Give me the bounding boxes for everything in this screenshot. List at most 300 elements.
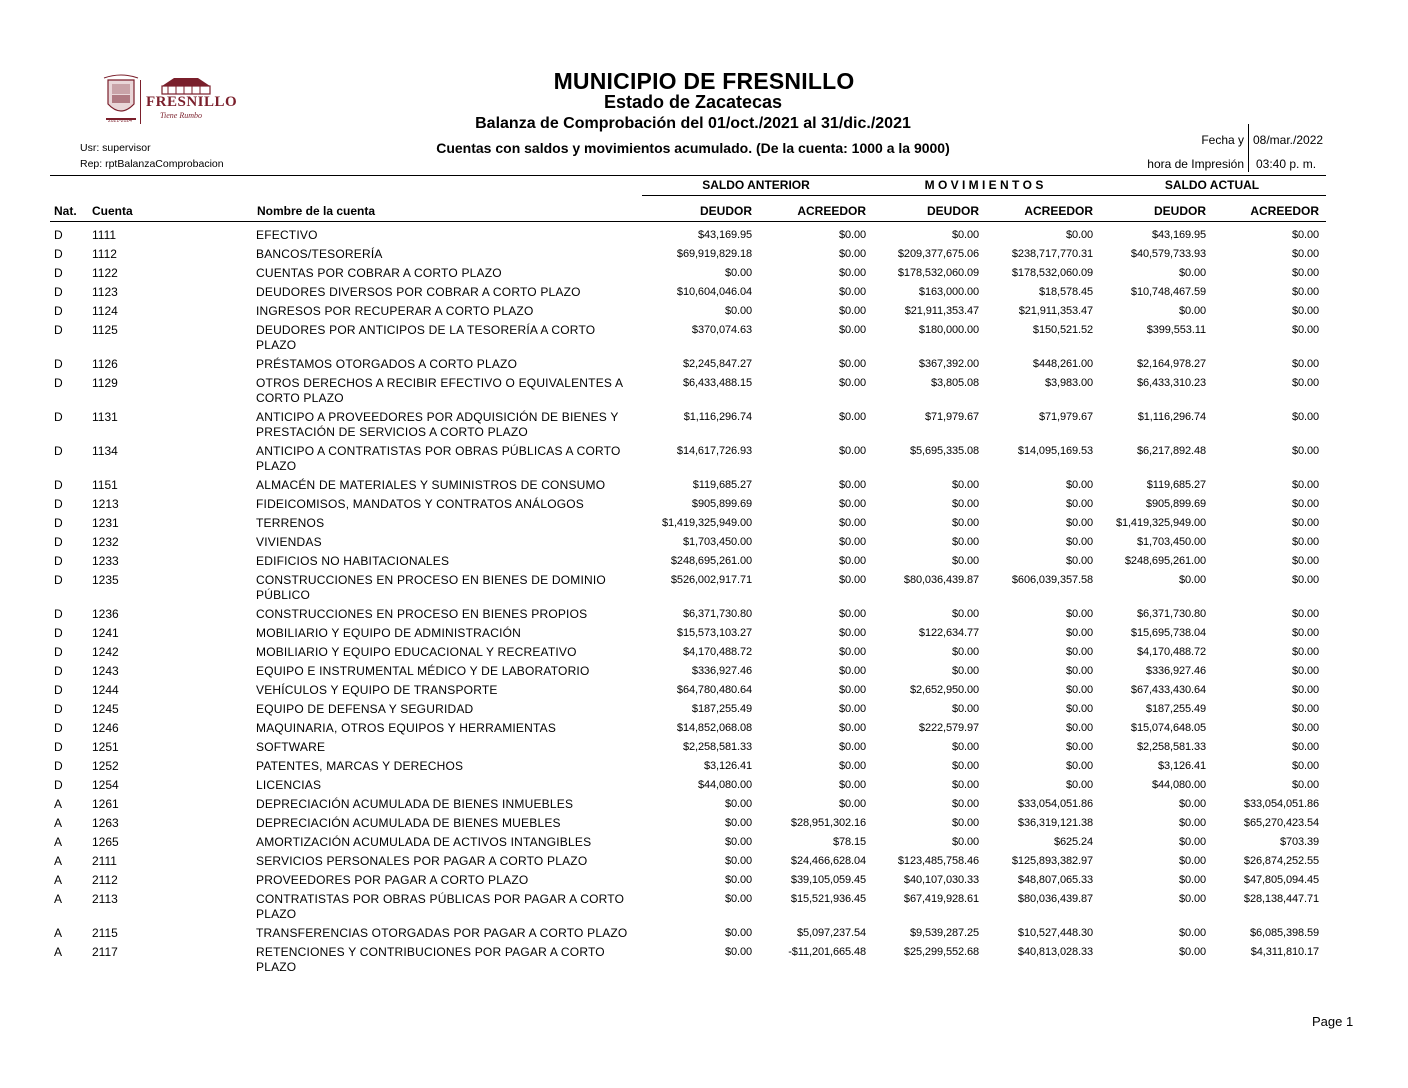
row-saldo-actual-deudor: $905,899.69: [1145, 498, 1206, 510]
row-movimientos-deudor: $222,579.97: [918, 722, 979, 734]
row-cuenta: 1245: [92, 702, 119, 716]
row-saldo-anterior-deudor: $14,852,068.08: [676, 722, 752, 734]
row-cuenta: 1134: [92, 444, 118, 458]
row-nombre: DEUDORES POR ANTICIPOS DE LA TESORERÍA A CORTO PLAZO: [256, 323, 596, 352]
row-movimientos-acreedor: $71,979.67: [1038, 411, 1093, 423]
row-movimientos-deudor: $9,539,287.25: [909, 927, 979, 939]
row-saldo-actual-acreedor: $0.00: [1291, 498, 1319, 510]
row-movimientos-acreedor: $0.00: [1065, 646, 1093, 658]
row-nat: D: [54, 664, 63, 678]
row-movimientos-acreedor: $606,039,357.58: [1011, 574, 1093, 586]
row-cuenta: 1112: [92, 247, 117, 261]
group-rule: [642, 195, 1326, 196]
row-saldo-actual-deudor: $4,170,488.72: [1136, 646, 1206, 658]
row-saldo-anterior-acreedor: $0.00: [838, 517, 866, 529]
row-movimientos-deudor: $21,911,353.47: [904, 305, 979, 317]
row-saldo-actual-deudor: $2,164,978.27: [1136, 358, 1206, 370]
row-saldo-anterior-deudor: $10,604,046.04: [676, 286, 752, 298]
row-saldo-actual-acreedor: $0.00: [1291, 229, 1319, 241]
row-saldo-anterior-acreedor: $0.00: [838, 377, 866, 389]
table-row: [50, 226, 1330, 245]
logo-tagline: Tiene Rumbo: [160, 111, 202, 120]
row-nombre: LICENCIAS: [256, 778, 322, 792]
row-nat: D: [54, 410, 63, 424]
row-saldo-actual-deudor: $0.00: [1178, 574, 1206, 586]
row-movimientos-deudor: $71,979.67: [924, 411, 979, 423]
table-row: [50, 738, 1330, 757]
row-movimientos-acreedor: $0.00: [1065, 703, 1093, 715]
row-saldo-actual-deudor: $40,579,733.93: [1130, 248, 1206, 260]
row-movimientos-acreedor: $125,893,382.97: [1011, 855, 1093, 867]
row-saldo-anterior-deudor: $119,685.27: [692, 479, 752, 491]
table-row: [50, 890, 1330, 924]
row-nat: D: [54, 626, 63, 640]
print-time-value: 03:40 p. m.: [1256, 157, 1317, 171]
row-movimientos-deudor: $0.00: [951, 779, 979, 791]
row-saldo-actual-acreedor: $0.00: [1291, 646, 1319, 658]
row-cuenta: 1111: [92, 228, 117, 242]
row-movimientos-acreedor: $0.00: [1065, 498, 1093, 510]
table-row: [50, 374, 1330, 408]
row-saldo-anterior-deudor: $0.00: [724, 946, 752, 958]
row-saldo-anterior-acreedor: $0.00: [838, 627, 866, 639]
row-cuenta: 1263: [92, 816, 119, 830]
row-cuenta: 1265: [92, 835, 119, 849]
row-nat: D: [54, 535, 63, 549]
row-movimientos-deudor: $3,805.08: [930, 377, 979, 389]
table-row: [50, 264, 1330, 283]
date-separator: [1248, 124, 1249, 172]
row-saldo-anterior-acreedor: $39,105,059.45: [790, 874, 866, 886]
row-movimientos-deudor: $0.00: [951, 741, 979, 753]
group-saldo-anterior: SALDO ANTERIOR: [702, 178, 810, 192]
row-nombre: PRÉSTAMOS OTORGADOS A CORTO PLAZO: [256, 357, 518, 371]
row-saldo-anterior-deudor: $69,919,829.18: [676, 248, 752, 260]
row-nombre: EQUIPO E INSTRUMENTAL MÉDICO Y DE LABORATORIO: [256, 664, 590, 678]
row-movimientos-acreedor: $48,807,065.33: [1017, 874, 1093, 886]
row-nombre: EQUIPO DE DEFENSA Y SEGURIDAD: [256, 702, 474, 716]
row-cuenta: 1232: [92, 535, 119, 549]
row-movimientos-deudor: $178,532,060.09: [897, 267, 979, 279]
row-movimientos-deudor: $209,377,675.06: [897, 248, 979, 260]
report-title: Balanza de Comprobación del 01/oct./2021 al 31/dic./2021: [475, 115, 911, 132]
row-nat: A: [54, 926, 63, 940]
row-saldo-actual-deudor: $0.00: [1178, 798, 1206, 810]
row-saldo-anterior-deudor: $0.00: [724, 927, 752, 939]
row-saldo-actual-deudor: $15,074,648.05: [1130, 722, 1206, 734]
row-saldo-anterior-deudor: $0.00: [724, 836, 752, 848]
row-movimientos-acreedor: $0.00: [1065, 555, 1093, 567]
print-time-label: hora de Impresión: [1147, 157, 1244, 171]
row-nombre: INGRESOS POR RECUPERAR A CORTO PLAZO: [256, 304, 534, 318]
row-saldo-anterior-deudor: $0.00: [724, 855, 752, 867]
logo-years: 2021-2024: [108, 118, 132, 124]
row-cuenta: 1213: [92, 497, 119, 511]
row-movimientos-deudor: $0.00: [951, 646, 979, 658]
row-cuenta: 1243: [92, 664, 119, 678]
row-saldo-anterior-deudor: $6,433,488.15: [682, 377, 752, 389]
row-saldo-anterior-acreedor: $0.00: [838, 684, 866, 696]
table-row: [50, 321, 1330, 355]
row-saldo-anterior-deudor: $905,899.69: [691, 498, 752, 510]
row-movimientos-deudor: $122,634.77: [918, 627, 979, 639]
table-row: [50, 795, 1330, 814]
row-saldo-anterior-acreedor: $78.15: [832, 836, 866, 848]
table-row: [50, 776, 1330, 795]
row-saldo-actual-deudor: $187,255.49: [1145, 703, 1206, 715]
table-row: [50, 643, 1330, 662]
row-saldo-anterior-deudor: $0.00: [724, 893, 752, 905]
row-movimientos-deudor: $0.00: [951, 760, 979, 772]
row-movimientos-acreedor: $18,578.45: [1038, 286, 1093, 298]
row-movimientos-acreedor: $0.00: [1065, 722, 1093, 734]
row-nat: D: [54, 247, 63, 261]
row-movimientos-deudor: $367,392.00: [918, 358, 979, 370]
row-movimientos-deudor: $67,419,928.61: [903, 893, 979, 905]
row-nombre: SERVICIOS PERSONALES POR PAGAR A CORTO PLAZO: [256, 854, 588, 868]
row-cuenta: 1236: [92, 607, 119, 621]
row-movimientos-acreedor: $80,036,439.87: [1017, 893, 1093, 905]
col-saldo-anterior-acreedor: ACREEDOR: [797, 204, 866, 218]
row-movimientos-acreedor: $0.00: [1065, 779, 1093, 791]
row-saldo-anterior-deudor: $4,170,488.72: [682, 646, 752, 658]
row-movimientos-acreedor: $0.00: [1065, 517, 1093, 529]
row-movimientos-acreedor: $36,319,121.38: [1017, 817, 1093, 829]
row-movimientos-deudor: $0.00: [951, 665, 979, 677]
table-row: [50, 814, 1330, 833]
row-saldo-actual-acreedor: $0.00: [1291, 627, 1319, 639]
row-nombre: OTROS DERECHOS A RECIBIR EFECTIVO O EQUIVALENTES A CORTO PLAZO: [256, 376, 623, 405]
row-movimientos-deudor: $163,000.00: [918, 286, 979, 298]
row-saldo-anterior-deudor: $43,169.95: [697, 229, 752, 241]
row-movimientos-deudor: $123,485,758.46: [897, 855, 979, 867]
row-saldo-actual-deudor: $0.00: [1178, 836, 1206, 848]
row-movimientos-deudor: $0.00: [951, 536, 979, 548]
row-saldo-anterior-acreedor: -$11,201,665.48: [788, 946, 866, 958]
row-saldo-anterior-deudor: $64,780,480.64: [676, 684, 752, 696]
row-movimientos-deudor: $5,695,335.08: [909, 445, 979, 457]
row-movimientos-acreedor: $40,813,028.33: [1017, 946, 1093, 958]
row-cuenta: 2113: [92, 892, 118, 906]
row-saldo-actual-deudor: $248,695,261.00: [1124, 555, 1206, 567]
row-nat: D: [54, 759, 63, 773]
row-movimientos-acreedor: $0.00: [1065, 665, 1093, 677]
row-saldo-anterior-acreedor: $24,466,628.04: [790, 855, 866, 867]
row-cuenta: 1235: [92, 573, 119, 587]
row-saldo-actual-deudor: $67,433,430.64: [1130, 684, 1206, 696]
row-movimientos-acreedor: $33,054,051.86: [1017, 798, 1093, 810]
row-saldo-actual-acreedor: $0.00: [1291, 779, 1319, 791]
table-row: [50, 571, 1330, 605]
row-movimientos-acreedor: $0.00: [1065, 608, 1093, 620]
row-saldo-anterior-deudor: $2,258,581.33: [682, 741, 752, 753]
row-saldo-actual-deudor: $0.00: [1178, 946, 1206, 958]
row-nat: D: [54, 721, 63, 735]
row-saldo-actual-acreedor: $0.00: [1291, 479, 1319, 491]
row-nat: A: [54, 854, 63, 868]
row-saldo-anterior-acreedor: $28,951,302.16: [790, 817, 866, 829]
row-saldo-actual-deudor: $6,433,310.23: [1136, 377, 1206, 389]
row-saldo-actual-acreedor: $0.00: [1291, 741, 1319, 753]
row-movimientos-acreedor: $0.00: [1065, 627, 1093, 639]
row-nat: A: [54, 835, 63, 849]
row-saldo-actual-acreedor: $0.00: [1291, 411, 1319, 423]
row-movimientos-acreedor: $0.00: [1065, 684, 1093, 696]
row-movimientos-deudor: $0.00: [951, 555, 979, 567]
row-saldo-anterior-deudor: $6,371,730.80: [682, 608, 752, 620]
row-saldo-actual-deudor: $1,703,450.00: [1136, 536, 1206, 548]
row-saldo-actual-acreedor: $65,270,423.54: [1243, 817, 1319, 829]
row-saldo-actual-acreedor: $0.00: [1291, 555, 1319, 567]
row-saldo-anterior-acreedor: $0.00: [838, 286, 866, 298]
row-saldo-anterior-deudor: $1,116,296.74: [683, 411, 752, 423]
row-nat: D: [54, 516, 63, 530]
row-saldo-anterior-acreedor: $0.00: [838, 798, 866, 810]
logo-text: FRESNILLO: [146, 94, 238, 110]
col-saldo-actual-deudor: DEUDOR: [1153, 204, 1206, 218]
row-movimientos-acreedor: $0.00: [1065, 229, 1093, 241]
row-saldo-anterior-acreedor: $0.00: [838, 703, 866, 715]
row-saldo-actual-acreedor: $0.00: [1291, 324, 1319, 336]
row-nat: D: [54, 554, 63, 568]
row-saldo-actual-acreedor: $0.00: [1291, 377, 1319, 389]
row-movimientos-deudor: $0.00: [951, 479, 979, 491]
row-nombre: PROVEEDORES POR PAGAR A CORTO PLAZO: [256, 873, 529, 887]
row-nat: D: [54, 683, 63, 697]
row-cuenta: 1233: [92, 554, 119, 568]
row-cuenta: 1251: [92, 740, 119, 754]
row-movimientos-acreedor: $625.24: [1053, 836, 1093, 848]
row-saldo-actual-acreedor: $0.00: [1291, 536, 1319, 548]
table-row: [50, 495, 1330, 514]
row-movimientos-acreedor: $0.00: [1065, 536, 1093, 548]
row-saldo-anterior-acreedor: $0.00: [838, 760, 866, 772]
row-saldo-anterior-deudor: $1,419,325,949.00: [661, 517, 752, 529]
row-cuenta: 1123: [92, 285, 118, 299]
row-cuenta: 1242: [92, 645, 119, 659]
row-saldo-anterior-acreedor: $0.00: [838, 498, 866, 510]
row-cuenta: 1231: [92, 516, 119, 530]
table-row: [50, 514, 1330, 533]
row-saldo-anterior-deudor: $14,617,726.93: [676, 445, 752, 457]
row-saldo-actual-acreedor: $33,054,051.86: [1243, 798, 1319, 810]
row-nat: D: [54, 228, 63, 242]
row-cuenta: 1254: [92, 778, 119, 792]
row-nombre: FIDEICOMISOS, MANDATOS Y CONTRATOS ANÁLOGOS: [256, 497, 584, 511]
row-saldo-anterior-acreedor: $0.00: [838, 248, 866, 260]
row-saldo-anterior-deudor: $0.00: [724, 817, 752, 829]
row-saldo-anterior-acreedor: $15,521,936.45: [790, 893, 866, 905]
group-movimientos: M O V I M I E N T O S: [924, 178, 1044, 192]
row-saldo-actual-acreedor: $0.00: [1291, 286, 1319, 298]
row-saldo-anterior-acreedor: $0.00: [838, 411, 866, 423]
row-nombre: DEPRECIACIÓN ACUMULADA DE BIENES INMUEBLES: [256, 797, 574, 811]
row-nombre: ANTICIPO A CONTRATISTAS POR OBRAS PÚBLICAS A CORTO PLAZO: [256, 444, 621, 473]
table-row: [50, 662, 1330, 681]
row-saldo-anterior-acreedor: $0.00: [838, 445, 866, 457]
row-saldo-actual-acreedor: $0.00: [1291, 517, 1319, 529]
row-cuenta: 1122: [92, 266, 118, 280]
row-nat: D: [54, 266, 63, 280]
table-row: [50, 476, 1330, 495]
header-top-rule: [50, 175, 1326, 176]
row-movimientos-acreedor: $0.00: [1065, 741, 1093, 753]
row-movimientos-deudor: $2,652,950.00: [909, 684, 979, 696]
page-number: Page 1: [1312, 1014, 1354, 1029]
row-movimientos-acreedor: $14,095,169.53: [1017, 445, 1093, 457]
row-nombre: MAQUINARIA, OTROS EQUIPOS Y HERRAMIENTAS: [256, 721, 557, 735]
page-title: MUNICIPIO DE FRESNILLO: [553, 68, 855, 94]
row-nat: D: [54, 702, 63, 716]
row-saldo-actual-acreedor: $4,311,810.17: [1250, 946, 1319, 958]
row-saldo-actual-acreedor: $0.00: [1291, 305, 1319, 317]
row-saldo-actual-acreedor: $0.00: [1291, 684, 1319, 696]
table-row: [50, 442, 1330, 476]
table-row: [50, 408, 1330, 442]
col-nombre: Nombre de la cuenta: [257, 204, 376, 218]
row-saldo-anterior-acreedor: $0.00: [838, 358, 866, 370]
row-nat: D: [54, 285, 63, 299]
table-row: [50, 681, 1330, 700]
header-bottom-rule: [50, 221, 1326, 222]
row-saldo-actual-acreedor: $26,874,252.55: [1243, 855, 1319, 867]
row-movimientos-deudor: $0.00: [951, 229, 979, 241]
row-movimientos-acreedor: $238,717,770.31: [1011, 248, 1093, 260]
row-cuenta: 1241: [92, 626, 119, 640]
row-movimientos-deudor: $80,036,439.87: [903, 574, 979, 586]
row-cuenta: 2117: [92, 945, 118, 959]
table-row: [50, 624, 1330, 643]
row-saldo-anterior-acreedor: $0.00: [838, 722, 866, 734]
row-nombre: BANCOS/TESORERÍA: [256, 247, 383, 261]
row-saldo-anterior-deudor: $370,074.63: [691, 324, 752, 336]
balance-table: [50, 226, 1330, 977]
row-nombre: AMORTIZACIÓN ACUMULADA DE ACTIVOS INTANGIBLES: [256, 835, 592, 849]
row-saldo-anterior-acreedor: $0.00: [838, 536, 866, 548]
row-saldo-actual-deudor: $0.00: [1178, 817, 1206, 829]
row-saldo-actual-deudor: $15,695,738.04: [1130, 627, 1206, 639]
row-saldo-actual-acreedor: $6,085,398.59: [1249, 927, 1319, 939]
row-saldo-anterior-deudor: $0.00: [724, 874, 752, 886]
row-movimientos-acreedor: $150,521.52: [1032, 324, 1093, 336]
row-nombre: RETENCIONES Y CONTRIBUCIONES POR PAGAR A CORTO PLAZO: [256, 945, 605, 974]
row-saldo-anterior-deudor: $187,255.49: [691, 703, 752, 715]
row-cuenta: 1125: [92, 323, 118, 337]
row-saldo-actual-deudor: $3,126.41: [1157, 760, 1206, 772]
row-nombre: CONSTRUCCIONES EN PROCESO EN BIENES PROPIOS: [256, 607, 588, 621]
row-saldo-actual-deudor: $0.00: [1178, 874, 1206, 886]
user-label: Usr: supervisor: [80, 142, 151, 154]
report-name: Rep: rptBalanzaComprobacion: [80, 158, 224, 170]
row-saldo-anterior-deudor: $336,927.46: [691, 665, 752, 677]
row-nombre: MOBILIARIO Y EQUIPO DE ADMINISTRACIÓN: [256, 626, 522, 640]
row-nat: D: [54, 323, 63, 337]
table-row: [50, 943, 1330, 977]
row-saldo-actual-acreedor: $0.00: [1291, 722, 1319, 734]
page-subtitle: Estado de Zacatecas: [603, 92, 783, 112]
row-saldo-actual-acreedor: $47,805,094.45: [1243, 874, 1319, 886]
row-cuenta: 2112: [92, 873, 118, 887]
table-row: [50, 871, 1330, 890]
row-movimientos-acreedor: $448,261.00: [1032, 358, 1093, 370]
row-saldo-actual-deudor: $336,927.46: [1145, 665, 1206, 677]
row-saldo-anterior-acreedor: $0.00: [838, 665, 866, 677]
table-row: [50, 552, 1330, 571]
row-nombre: CONTRATISTAS POR OBRAS PÚBLICAS POR PAGAR A CORTO PLAZO: [256, 892, 625, 921]
row-saldo-anterior-acreedor: $0.00: [838, 646, 866, 658]
row-nombre: MOBILIARIO Y EQUIPO EDUCACIONAL Y RECREATIVO: [256, 645, 577, 659]
row-nombre: VIVIENDAS: [256, 535, 322, 549]
col-saldo-actual-acreedor: ACREEDOR: [1250, 204, 1319, 218]
row-nat: D: [54, 740, 63, 754]
row-saldo-actual-acreedor: $0.00: [1291, 574, 1319, 586]
row-nombre: TERRENOS: [256, 516, 325, 530]
row-cuenta: 2115: [92, 926, 118, 940]
row-saldo-anterior-acreedor: $0.00: [838, 741, 866, 753]
row-nat: D: [54, 304, 63, 318]
row-saldo-anterior-acreedor: $0.00: [838, 324, 866, 336]
row-saldo-actual-deudor: $0.00: [1178, 855, 1206, 867]
col-saldo-anterior-deudor: DEUDOR: [699, 204, 752, 218]
row-saldo-actual-acreedor: $28,138,447.71: [1243, 893, 1319, 905]
row-saldo-anterior-deudor: $15,573,103.27: [676, 627, 752, 639]
row-saldo-anterior-acreedor: $0.00: [838, 779, 866, 791]
row-nombre: ANTICIPO A PROVEEDORES POR ADQUISICIÓN DE BIENES Y PRESTACIÓN DE SERVICIOS A CORTO PLAZO: [256, 410, 619, 439]
row-saldo-actual-deudor: $0.00: [1178, 267, 1206, 279]
row-nombre: DEPRECIACIÓN ACUMULADA DE BIENES MUEBLES: [256, 816, 561, 830]
row-saldo-actual-acreedor: $0.00: [1291, 445, 1319, 457]
table-row: [50, 700, 1330, 719]
row-nat: A: [54, 945, 63, 959]
col-movimientos-acreedor: ACREEDOR: [1024, 204, 1093, 218]
table-row: [50, 283, 1330, 302]
row-nat: D: [54, 778, 63, 792]
row-movimientos-acreedor: $0.00: [1065, 479, 1093, 491]
row-nat: D: [54, 357, 63, 371]
row-saldo-anterior-deudor: $2,245,847.27: [682, 358, 752, 370]
report-subtitle: Cuentas con saldos y movimientos acumulado. (De la cuenta: 1000 a la 9000): [436, 140, 950, 156]
row-saldo-anterior-deudor: $0.00: [724, 798, 752, 810]
row-nat: A: [54, 873, 63, 887]
row-movimientos-deudor: $0.00: [951, 817, 979, 829]
row-saldo-anterior-deudor: $3,126.41: [703, 760, 752, 772]
row-saldo-actual-deudor: $1,419,325,949.00: [1115, 517, 1206, 529]
row-saldo-anterior-acreedor: $0.00: [838, 555, 866, 567]
row-nat: D: [54, 376, 63, 390]
col-cuenta: Cuenta: [92, 204, 133, 218]
row-saldo-actual-acreedor: $0.00: [1291, 358, 1319, 370]
row-saldo-actual-acreedor: $0.00: [1291, 703, 1319, 715]
row-saldo-anterior-deudor: $0.00: [724, 305, 752, 317]
col-nat: Nat.: [54, 204, 77, 218]
row-saldo-anterior-acreedor: $0.00: [838, 229, 866, 241]
row-saldo-actual-acreedor: $0.00: [1291, 760, 1319, 772]
row-saldo-actual-deudor: $6,371,730.80: [1136, 608, 1206, 620]
row-movimientos-acreedor: $3,983.00: [1044, 377, 1093, 389]
table-row: [50, 533, 1330, 552]
table-row: [50, 245, 1330, 264]
table-row: [50, 605, 1330, 624]
row-cuenta: 2111: [92, 854, 117, 868]
row-cuenta: 1261: [92, 797, 119, 811]
row-saldo-actual-deudor: $6,217,892.48: [1136, 445, 1206, 457]
row-saldo-actual-deudor: $399,553.11: [1146, 324, 1206, 336]
row-saldo-actual-deudor: $0.00: [1178, 927, 1206, 939]
row-saldo-anterior-acreedor: $0.00: [838, 479, 866, 491]
table-row: [50, 302, 1330, 321]
row-saldo-actual-deudor: $44,080.00: [1151, 779, 1206, 791]
row-movimientos-acreedor: $10,527,448.30: [1017, 927, 1093, 939]
